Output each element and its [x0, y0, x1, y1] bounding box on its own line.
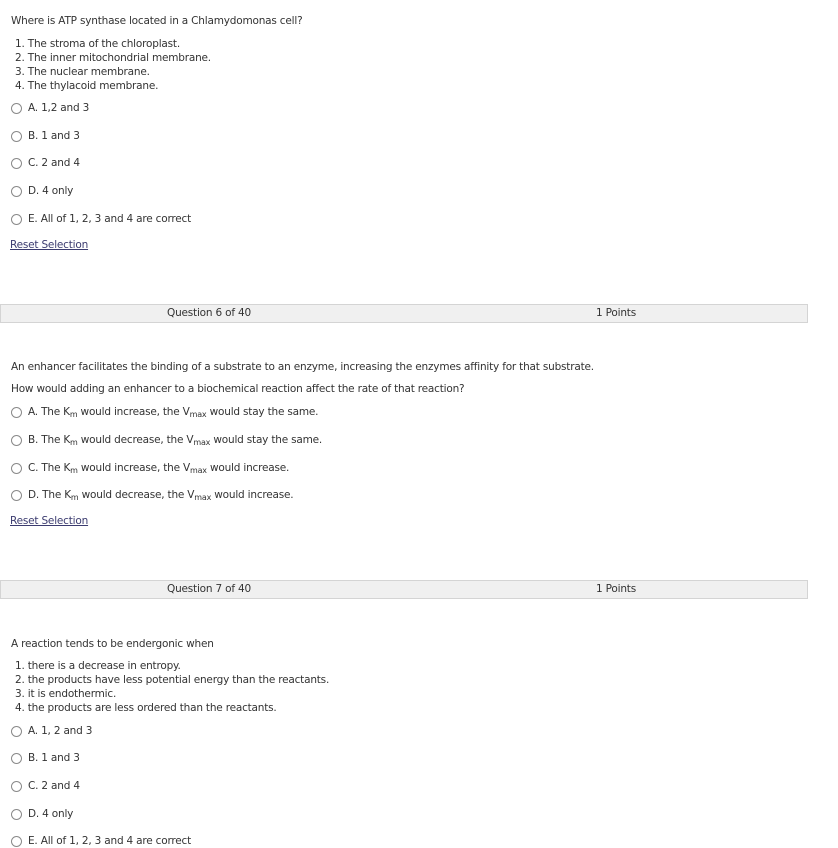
statement-item: 1. The stroma of the chloroplast.: [15, 38, 180, 50]
q6-option-d[interactable]: [11, 488, 293, 502]
question-6-context: An enhancer facilitates the binding of a substrate to an enzyme, increasing the enzymes affinity for that substrate.: [11, 361, 594, 373]
option-label: B. The $K_m$ would decrease, the $V_{max}$ would stay the same.: [28, 434, 323, 447]
question-header-bar: [0, 304, 808, 323]
option-label: A. 1, 2 and 3: [28, 725, 93, 737]
radio-button[interactable]: [11, 753, 22, 764]
radio-button[interactable]: [11, 726, 22, 737]
question-header-bar: [0, 580, 808, 599]
radio-button[interactable]: [11, 186, 22, 197]
radio-button[interactable]: [11, 131, 22, 142]
statement-item: 1. there is a decrease in entropy.: [15, 660, 181, 672]
q6-option-c[interactable]: [11, 461, 289, 475]
question-5-text: Where is ATP synthase located in a Chlamydomonas cell?: [11, 15, 303, 27]
statement-item: 3. The nuclear membrane.: [15, 66, 150, 78]
radio-button[interactable]: [11, 490, 22, 501]
radio-button[interactable]: [11, 158, 22, 169]
q5-option-d[interactable]: [11, 184, 73, 198]
q7-option-c[interactable]: [11, 779, 80, 793]
question-points: 1 Points: [596, 307, 636, 319]
option-label: D. The $K_m$ would decrease, the $V_{max}$ would increase.: [28, 489, 294, 502]
radio-button[interactable]: [11, 435, 22, 446]
statement-item: 4. the products are less ordered than the reactants.: [15, 702, 277, 714]
radio-button[interactable]: [11, 407, 22, 418]
q5-option-b[interactable]: [11, 129, 80, 143]
statement-item: 2. the products have less potential energy than the reactants.: [15, 674, 330, 686]
question-points: 1 Points: [596, 583, 636, 595]
radio-button[interactable]: [11, 463, 22, 474]
option-label: B. 1 and 3: [28, 130, 80, 142]
q6-option-a[interactable]: [11, 405, 318, 419]
option-label: A. The $K_m$ would increase, the $V_{max}$ would stay the same.: [28, 406, 319, 419]
reset-selection-link[interactable]: Reset Selection: [10, 239, 89, 251]
option-label: A. 1,2 and 3: [28, 102, 90, 114]
reset-selection-link[interactable]: Reset Selection: [10, 515, 89, 527]
option-label: C. 2 and 4: [28, 780, 80, 792]
q6-option-b[interactable]: [11, 433, 322, 447]
statement-item: 3. it is endothermic.: [15, 688, 117, 700]
q7-option-d[interactable]: [11, 807, 73, 821]
question-7-statements: [15, 659, 329, 715]
q5-option-c[interactable]: [11, 156, 80, 170]
question-number: Question 6 of 40: [167, 307, 251, 319]
radio-button[interactable]: [11, 781, 22, 792]
q5-option-e[interactable]: [11, 212, 191, 226]
option-label: E. All of 1, 2, 3 and 4 are correct: [28, 835, 192, 847]
radio-button[interactable]: [11, 836, 22, 847]
option-label: E. All of 1, 2, 3 and 4 are correct: [28, 213, 192, 225]
radio-button[interactable]: [11, 214, 22, 225]
question-7-text: A reaction tends to be endergonic when: [11, 638, 214, 650]
option-label: C. The $K_m$ would increase, the $V_{max}$ would increase.: [28, 462, 290, 475]
option-label: B. 1 and 3: [28, 752, 80, 764]
statement-item: 2. The inner mitochondrial membrane.: [15, 52, 211, 64]
q7-option-a[interactable]: [11, 724, 92, 738]
question-6-text: How would adding an enhancer to a biochemical reaction affect the rate of that reaction?: [11, 383, 465, 395]
q5-option-a[interactable]: [11, 101, 89, 115]
q7-option-b[interactable]: [11, 751, 80, 765]
option-label: D. 4 only: [28, 808, 74, 820]
question-number: Question 7 of 40: [167, 583, 251, 595]
option-label: D. 4 only: [28, 185, 74, 197]
question-5-statements: [15, 37, 211, 93]
radio-button[interactable]: [11, 809, 22, 820]
option-label: C. 2 and 4: [28, 157, 80, 169]
statement-item: 4. The thylacoid membrane.: [15, 80, 159, 92]
radio-button[interactable]: [11, 103, 22, 114]
